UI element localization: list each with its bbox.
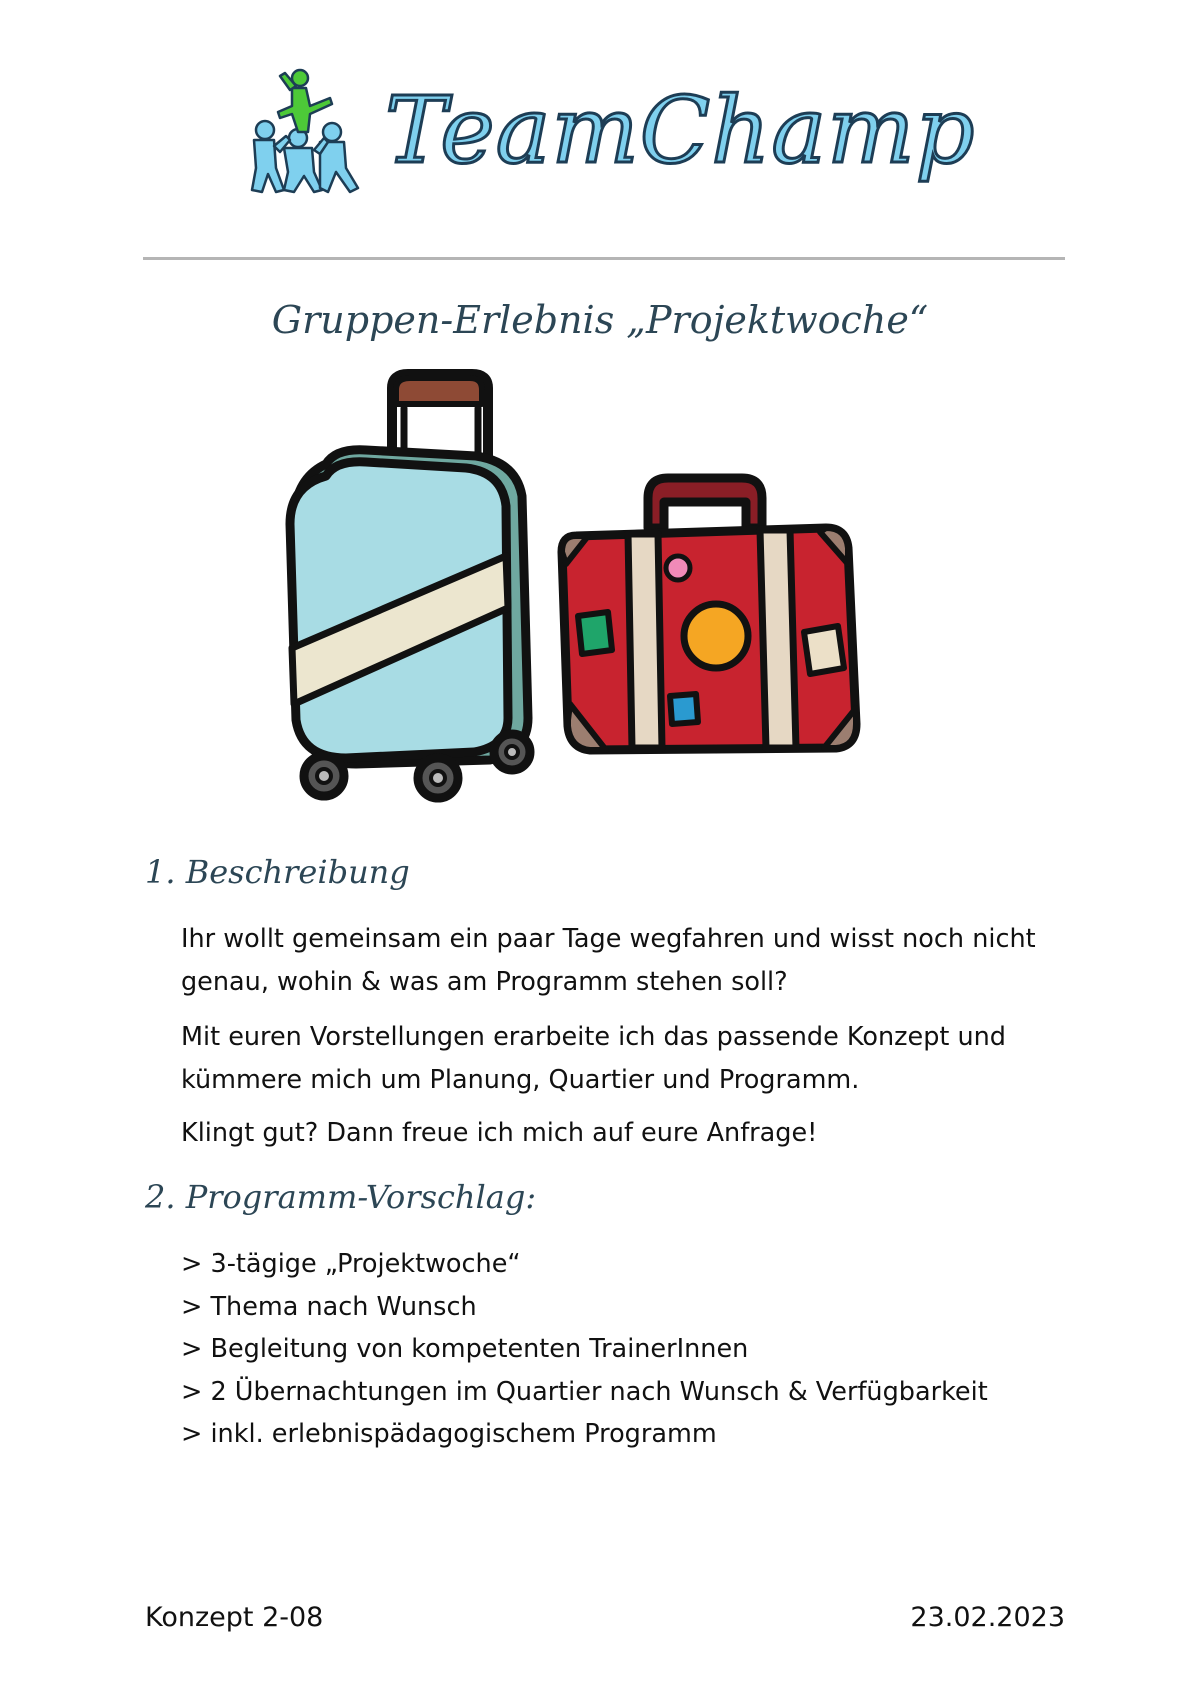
list-item: > 3-tägige „Projektwoche“: [181, 1249, 521, 1279]
page-title: Gruppen-Erlebnis „Projektwoche“: [271, 298, 929, 342]
description-paragraph: Ihr wollt gemeinsam ein paar Tage wegfahren und wisst noch nicht genau, wohin & was am Programm stehen soll?: [181, 924, 1036, 997]
team-figures-icon: [240, 68, 380, 208]
section-heading-programm: 2. Programm-Vorschlag:: [145, 1178, 537, 1216]
list-item: > inkl. erlebnispädagogischem Programm: [181, 1419, 717, 1449]
suitcases-illustration: [276, 368, 936, 828]
list-item: > 2 Übernachtungen im Quartier nach Wunsch & Verfügbarkeit: [181, 1376, 988, 1407]
list-item: > Thema nach Wunsch: [181, 1291, 477, 1322]
document-code: Konzept 2-08: [145, 1602, 324, 1633]
description-paragraph: Klingt gut? Dann freue ich mich auf eure Anfrage!: [181, 1118, 818, 1148]
document-date: 23.02.2023: [910, 1602, 1065, 1633]
logo-wordmark: TeamChamp: [385, 77, 976, 184]
description-paragraph: Mit euren Vorstellungen erarbeite ich das passende Konzept und kümmere mich um Planung, Quartier und Programm.: [181, 1022, 1006, 1095]
header-divider: [143, 257, 1065, 260]
list-item: > Begleitung von kompetenten TrainerInnen: [181, 1334, 749, 1364]
section-heading-beschreibung: 1. Beschreibung: [145, 853, 410, 891]
program-list: [181, 1243, 988, 1456]
teamchamp-logo: [240, 68, 976, 208]
